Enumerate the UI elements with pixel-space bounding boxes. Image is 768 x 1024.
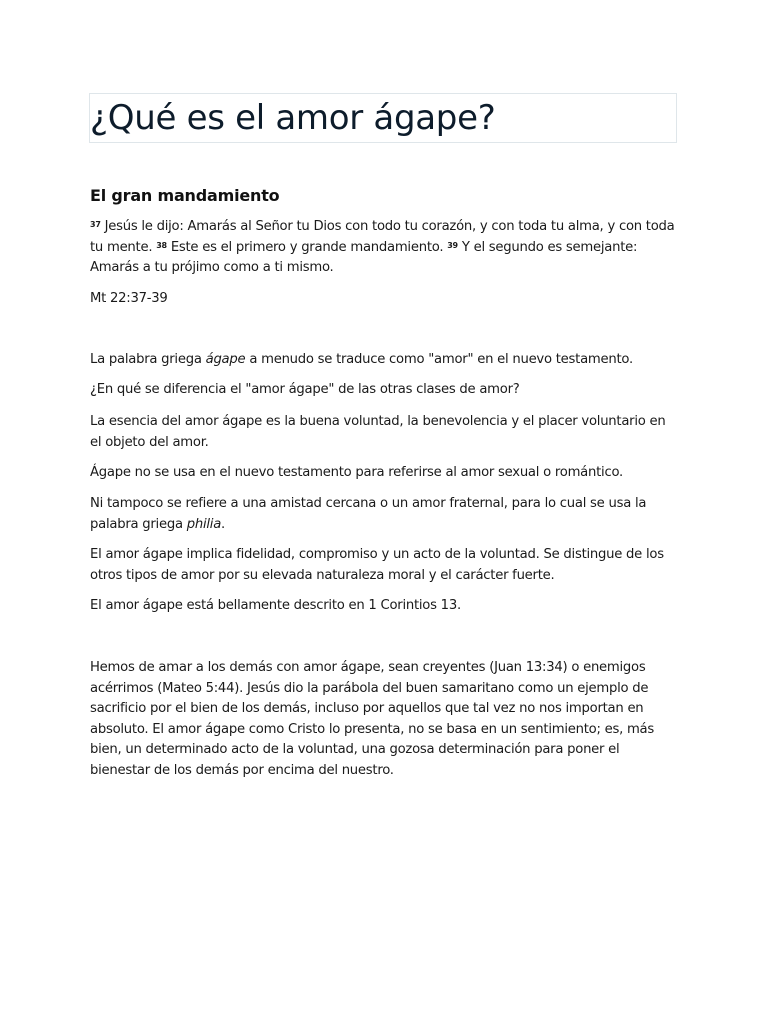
verse-38-text: Este es el primero y grande mandamiento. [170, 239, 444, 255]
title-box [89, 93, 677, 143]
verse-37-text: Jesús le dijo: Amarás al Señor tu Dios con todo tu corazón, y con toda tu alma, y con toda tu mente. [90, 219, 675, 255]
paragraph-love-others: Hemos de amar a los demás con amor ágape, sean creyentes (Juan 13:34) o enemigos acérrimos (Mateo 5:44). Jesús dio la parábola del buen samaritano como un ejemplo de sacrificio por el bien de los demás, incluso por aquellos que tal vez no nos importan en absoluto. El amor ágape como Cristo lo presenta, no se basa en un sentimiento; es, más bien, un determinado acto de la voluntad, una gozosa determinación para poner el bienestar de los demás por encima del nuestro. [90, 660, 655, 778]
verse-reference: Mt 22:37-39 [90, 291, 168, 306]
paragraph-corinthians: El amor ágape está bellamente descrito en 1 Corintios 13. [90, 598, 461, 613]
bible-verse-paragraph [90, 217, 678, 279]
paragraph-not-romantic: Ágape no se usa en el nuevo testamento para referirse al amor sexual o romántico. [90, 465, 623, 480]
paragraph-text: Ni tampoco se refiere a una amistad cercana o un amor fraternal, para lo cual se usa la palabra griega [90, 496, 647, 532]
paragraph-fidelity: El amor ágape implica fidelidad, compromiso y un acto de la voluntad. Se distingue de los otros tipos de amor por su elevada naturaleza moral y el carácter fuerte. [90, 547, 664, 583]
paragraph-agape-translation [90, 350, 678, 371]
verse-39-text: Y el segundo es semejante: Amarás a tu prójimo como a ti mismo. [90, 239, 638, 275]
verse-number-38: 38 [156, 240, 167, 250]
verse-number-37: 37 [90, 220, 101, 229]
italic-word-agape: ágape [205, 352, 246, 367]
section-heading: El gran mandamiento [90, 186, 280, 205]
paragraph-text: . [221, 516, 225, 532]
paragraph-essence: La esencia del amor ágape es la buena voluntad, la benevolencia y el placer voluntario en el objeto del amor. [90, 414, 666, 450]
page-title: ¿Qué es el amor ágape? [90, 98, 496, 138]
paragraph-philia [90, 494, 678, 535]
verse-number-39: 39 [447, 240, 458, 250]
paragraph-text: La palabra griega [90, 352, 206, 367]
paragraph-text: a menudo se traduce como "amor" en el nuevo testamento. [245, 352, 633, 367]
paragraph-question: ¿En qué se diferencia el "amor ágape" de las otras clases de amor? [90, 382, 520, 397]
italic-word-philia: philia [186, 516, 222, 532]
